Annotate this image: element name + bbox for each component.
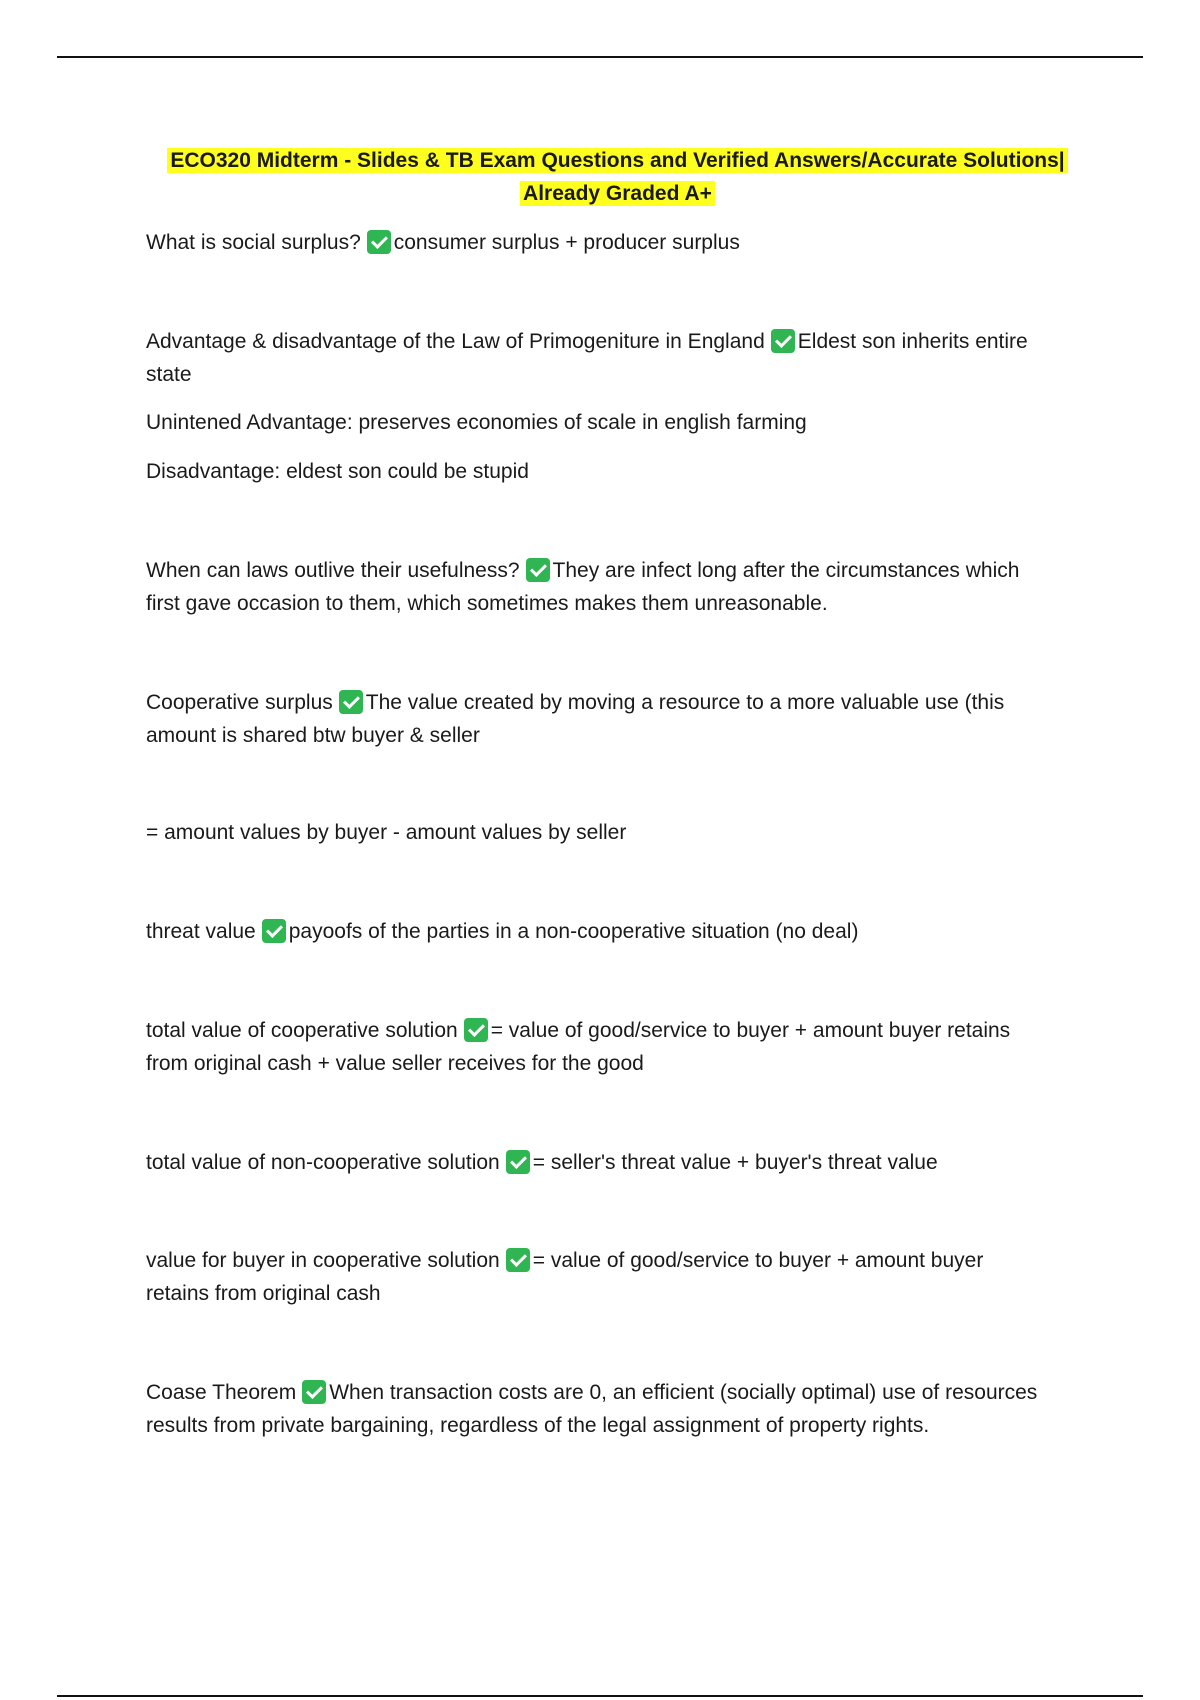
answer-text: When transaction costs are 0, an efficient (socially optimal) use of resources — [329, 1381, 1038, 1404]
question-text: total value of cooperative solution — [146, 1019, 458, 1042]
check-icon — [262, 919, 286, 943]
answer-text: consumer surplus + producer surplus — [393, 231, 740, 254]
qa-item — [146, 554, 1101, 587]
question-text: Coase Theorem — [146, 1381, 297, 1404]
title-line-2: Already Graded A+ — [520, 181, 715, 206]
answer-text: The value created by moving a resource to a more valuable use (this — [365, 691, 1005, 714]
answer-text: = seller's threat value + buyer's threat value — [532, 1151, 938, 1174]
header-rule — [57, 56, 1143, 58]
check-icon — [506, 1248, 530, 1272]
qa-item — [146, 325, 1101, 358]
answer-extra: Unintened Advantage: preserves economies of scale in english farming — [146, 411, 807, 434]
qa-item — [146, 1146, 1101, 1179]
answer-text: payoofs of the parties in a non-cooperative situation (no deal) — [288, 920, 859, 943]
answer-text: They are infect long after the circumstances which — [552, 559, 1020, 582]
check-icon — [339, 690, 363, 714]
answer-text: = value of good/service to buyer + amount buyer — [532, 1249, 984, 1272]
answer-text: = value of good/service to buyer + amount buyer retains — [490, 1019, 1011, 1042]
check-icon — [367, 230, 391, 254]
qa-item — [146, 1244, 1101, 1277]
question-text: value for buyer in cooperative solution — [146, 1249, 500, 1272]
check-icon — [526, 558, 550, 582]
question-text: When can laws outlive their usefulness? — [146, 559, 520, 582]
check-icon — [506, 1150, 530, 1174]
question-text: What is social surplus? — [146, 231, 361, 254]
qa-item — [146, 915, 1101, 948]
footer-rule — [57, 1695, 1143, 1697]
question-text: total value of non-cooperative solution — [146, 1151, 500, 1174]
check-icon — [771, 329, 795, 353]
qa-item — [146, 1376, 1101, 1409]
answer-continuation: from original cash + value seller receives for the good — [146, 1052, 644, 1075]
answer-continuation: state — [146, 363, 192, 386]
answer-text: Eldest son inherits entire — [797, 330, 1028, 353]
qa-item — [146, 686, 1101, 719]
qa-item — [146, 226, 1101, 259]
answer-continuation: amount is shared btw buyer & seller — [146, 724, 480, 747]
page-title — [140, 144, 1095, 210]
answer-extra: Disadvantage: eldest son could be stupid — [146, 460, 529, 483]
answer-continuation: results from private bargaining, regardless of the legal assignment of property rights. — [146, 1414, 930, 1437]
answer-continuation: first gave occasion to them, which sometimes makes them unreasonable. — [146, 592, 828, 615]
check-icon — [464, 1018, 488, 1042]
question-text: Cooperative surplus — [146, 691, 333, 714]
answer-continuation: retains from original cash — [146, 1282, 381, 1305]
answer-extra: = amount values by buyer - amount values by seller — [146, 821, 627, 844]
question-text: threat value — [146, 920, 256, 943]
question-text: Advantage & disadvantage of the Law of Primogeniture in England — [146, 330, 765, 353]
check-icon — [302, 1380, 326, 1404]
qa-item — [146, 1014, 1101, 1047]
title-line-1: ECO320 Midterm - Slides & TB Exam Questions and Verified Answers/Accurate Solutions| — [167, 148, 1067, 173]
